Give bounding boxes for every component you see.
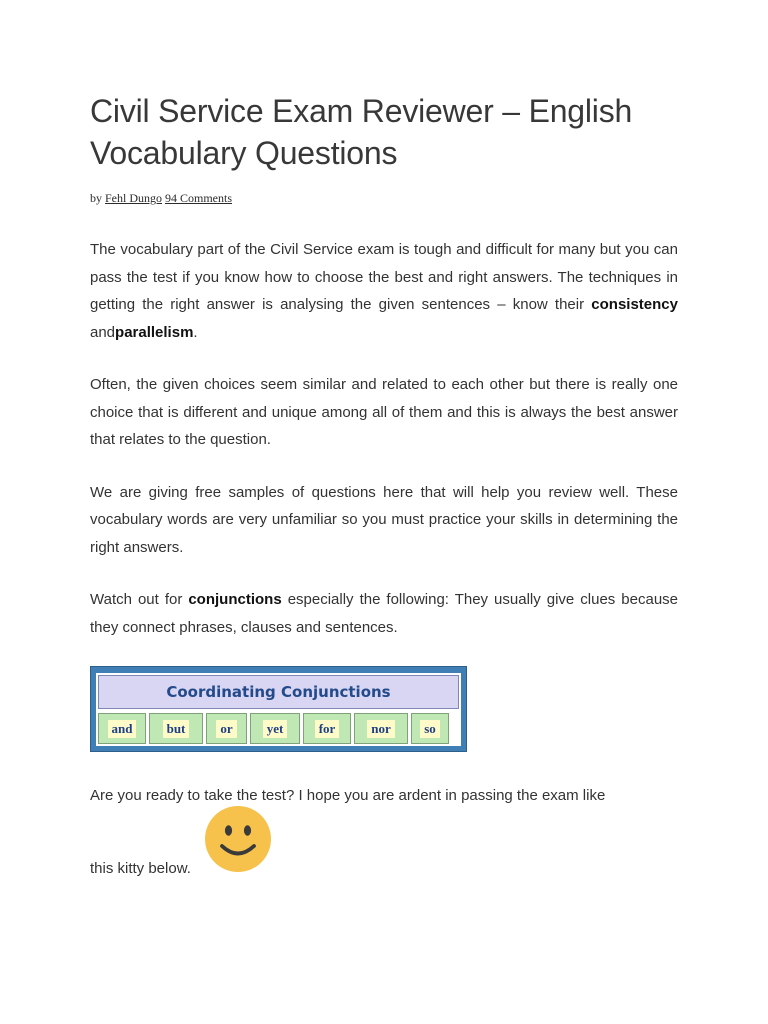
paragraph-ready: Are you ready to take the test? I hope you are ardent in passing the exam like [90,787,606,804]
article [90,90,678,641]
paragraph-samples: We are giving free samples of questions here that will help you review well. These vocabulary words are very unfamiliar so you must practice your skills in determining the right answers. [90,483,678,556]
conjunction-cell [250,713,300,744]
conjunction-word: for [315,720,340,738]
conjunction-cell [303,713,351,744]
paragraph-conjunctions-start: Watch out for [90,591,189,608]
conjunction-word: nor [367,720,395,738]
comments-link[interactable]: 94 Comments [165,191,233,205]
conjunction-cell [411,713,449,744]
author-link[interactable]: Fehl Dungo [105,191,162,205]
conjunction-word: but [163,720,190,738]
paragraph-conjunctions [90,586,678,641]
keyword-parallelism: parallelism [115,323,194,341]
paragraph-intro-mid: and [90,323,116,341]
conjunctions-table-image [90,666,467,752]
conjunction-cell [149,713,203,744]
conjunction-cell [98,713,146,744]
conjunctions-table-heading: Coordinating Conjunctions [98,675,459,709]
keyword-conjunctions: conjunctions [188,591,282,608]
conjunction-cell [206,713,247,744]
conjunction-word: or [216,720,236,738]
paragraph-kitty: this kitty below. [90,860,191,877]
conjunctions-row [98,713,459,744]
byline-prefix: by [90,191,102,205]
conjunction-cell [354,713,408,744]
conjunction-word: so [420,720,440,738]
paragraph-conjunctions-end: especially the following: They usually give clues because they connect phrases, clauses and sentences. [90,591,679,636]
conjunctions-table-inner [96,673,461,746]
page-title: Civil Service Exam Reviewer – English Vocabulary Questions [90,93,633,171]
conjunction-word: and [108,720,137,738]
paragraph-intro [90,236,678,346]
paragraph-choices: Often, the given choices seem similar and related to each other but there is really one choice that is different and unique among all of them and this is always the best answer that relates to the question. [90,376,678,448]
paragraph-intro-text: The vocabulary part of the Civil Service exam is tough and difficult for many but you can pass the test if you know how to choose the best and right answers. The techniques in getting the right answer is analysing the given sentences – know their [90,241,678,313]
paragraph-intro-end: . [193,323,198,341]
keyword-consistency: consistency [591,296,678,313]
conjunction-word: yet [263,720,288,738]
byline [90,190,678,206]
